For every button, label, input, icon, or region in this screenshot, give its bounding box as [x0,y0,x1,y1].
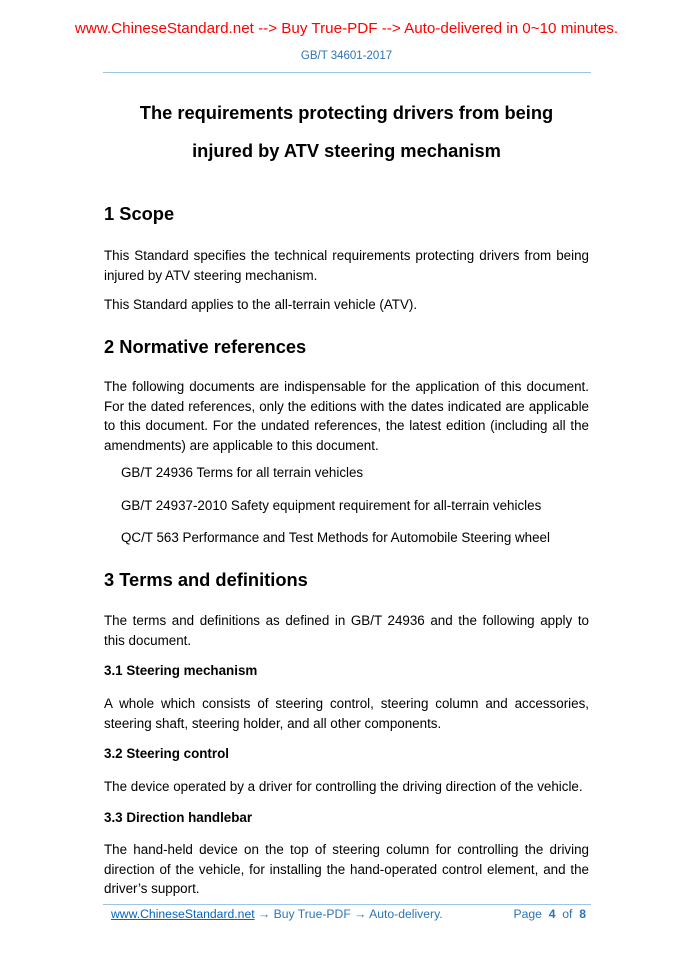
section-heading-scope: 1 Scope [104,203,175,224]
reference-item: QC/T 563 Performance and Test Methods for Automobile Steering wheel [121,530,550,545]
document-title-line-1: The requirements protecting drivers from being [139,102,554,123]
normative-intro-paragraph: The following documents are indispensable for the application of this document. For the dated references, only the editions with the dates indicated are applicable to this document. For the undated references, the latest edition (including all the amendments) are applicable to this document. [104,379,589,453]
terms-intro-paragraph: The terms and definitions as defined in GB/T 24936 and the following apply to this document. [104,613,589,648]
section-heading-terms: 3 Terms and definitions [104,569,308,590]
term-definition: A whole which consists of steering control, steering column and accessories, steering shaft, steering holder, and all other components. [104,696,589,731]
scope-paragraph-2: This Standard applies to the all-terrain vehicle (ATV). [104,297,418,312]
scope-paragraph-1: This Standard specifies the technical requirements protecting drivers from being injured by ATV steering mechanism. [104,248,589,283]
page-label: Page [513,907,542,921]
document-number: GB/T 34601-2017 [300,50,393,62]
page-total: 8 [579,907,586,921]
section-heading-normative-references: 2 Normative references [104,336,307,357]
term-definition: The device operated by a driver for controlling the driving direction of the vehicle. [104,779,583,794]
term-heading: 3.3 Direction handlebar [104,810,253,825]
term-heading: 3.1 Steering mechanism [104,663,258,678]
header-divider [103,72,591,73]
page-of-label: of [562,907,573,921]
reference-item: GB/T 24936 Terms for all terrain vehicles [121,465,364,480]
footer-text: → Buy True-PDF → Auto-delivery. [254,907,443,921]
top-banner[interactable]: www.ChineseStandard.net --> Buy True-PDF --> Auto-delivered in 0~10 minutes. [74,20,619,37]
term-heading: 3.2 Steering control [104,746,230,761]
page-current: 4 [548,907,556,921]
footer-divider [103,904,591,905]
term-definition: The hand-held device on the top of steering column for controlling the driving direction of the vehicle, for installing the hand-operated control element, and the driver’s support. [104,842,589,896]
reference-item: GB/T 24937-2010 Safety equipment requirement for all-terrain vehicles [121,498,542,513]
document-title-line-2: injured by ATV steering mechanism [192,140,501,161]
page-indicator [513,907,586,921]
page-footer [111,907,586,921]
footer-link[interactable]: www.ChineseStandard.net [111,907,255,921]
